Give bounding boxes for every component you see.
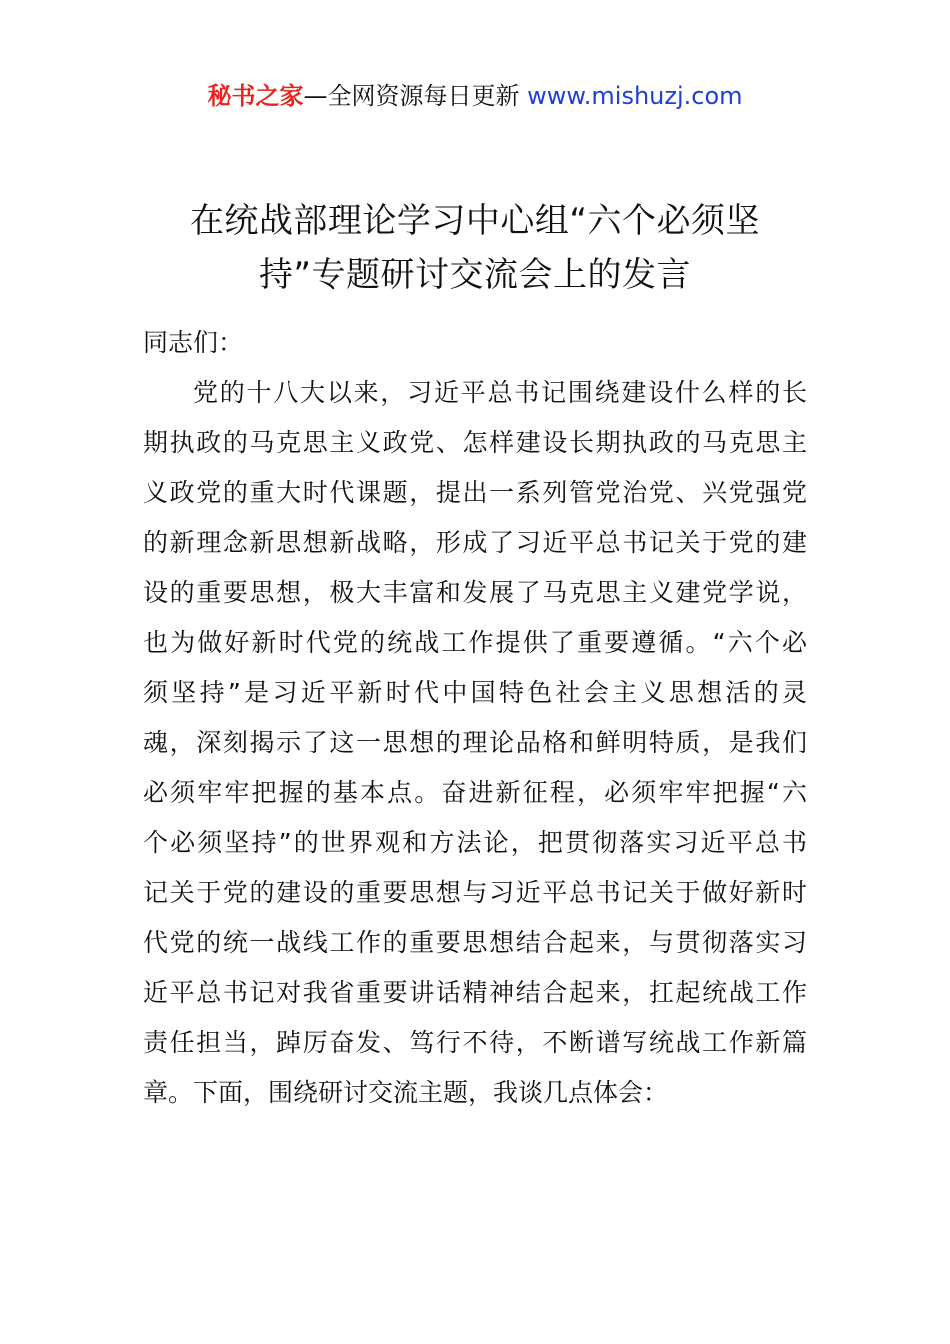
paragraph-line: 责任担当，踔厉奋发、笃行不待，不断谱写统战工作新篇 <box>143 1028 807 1057</box>
site-url-link[interactable]: www.mishuzj.com <box>527 82 743 110</box>
paragraph-line: 设的重要思想，极大丰富和发展了马克思主义建党学说， <box>143 578 807 607</box>
document-body <box>143 318 807 1118</box>
paragraph-line: 须坚持”是习近平新时代中国特色社会主义思想活的灵 <box>143 678 807 707</box>
salutation: 同志们： <box>143 328 244 357</box>
paragraph-line: 义政党的重大时代课题，提出一系列管党治党、兴党强党 <box>143 478 807 507</box>
paragraph-line: 记关于党的建设的重要思想与习近平总书记关于做好新时 <box>143 878 807 907</box>
site-brand: 秘书之家 <box>207 82 304 110</box>
paragraph-line: 党的十八大以来，习近平总书记围绕建设什么样的长 <box>193 378 807 407</box>
title-line-2: 持”专题研讨交流会上的发言 <box>258 255 692 295</box>
paragraph-line: 期执政的马克思主义政党、怎样建设长期执政的马克思主 <box>143 428 807 457</box>
paragraph-line: 必须牢牢把握的基本点。奋进新征程，必须牢牢把握“六 <box>143 778 807 807</box>
paragraph-line: 也为做好新时代党的统战工作提供了重要遵循。“六个必 <box>143 628 807 657</box>
body-paragraph <box>143 368 807 1118</box>
title-line-1: 在统战部理论学习中心组“六个必须坚 <box>189 201 761 241</box>
paragraph-line: 代党的统一战线工作的重要思想结合起来，与贯彻落实习 <box>143 928 807 957</box>
paragraph-line: 的新理念新思想新战略，形成了习近平总书记关于党的建 <box>143 528 807 557</box>
document-title <box>140 194 810 302</box>
paragraph-line: 个必须坚持”的世界观和方法论，把贯彻落实习近平总书 <box>143 828 807 857</box>
site-tagline: —全网资源每日更新 <box>303 82 528 110</box>
paragraph-line: 魂，深刻揭示了这一思想的理论品格和鲜明特质，是我们 <box>143 728 807 757</box>
paragraph-line: 章。下面，围绕研讨交流主题，我谈几点体会： <box>143 1078 669 1107</box>
paragraph-line: 近平总书记对我省重要讲话精神结合起来，扛起统战工作 <box>143 978 807 1007</box>
site-header <box>0 80 950 112</box>
